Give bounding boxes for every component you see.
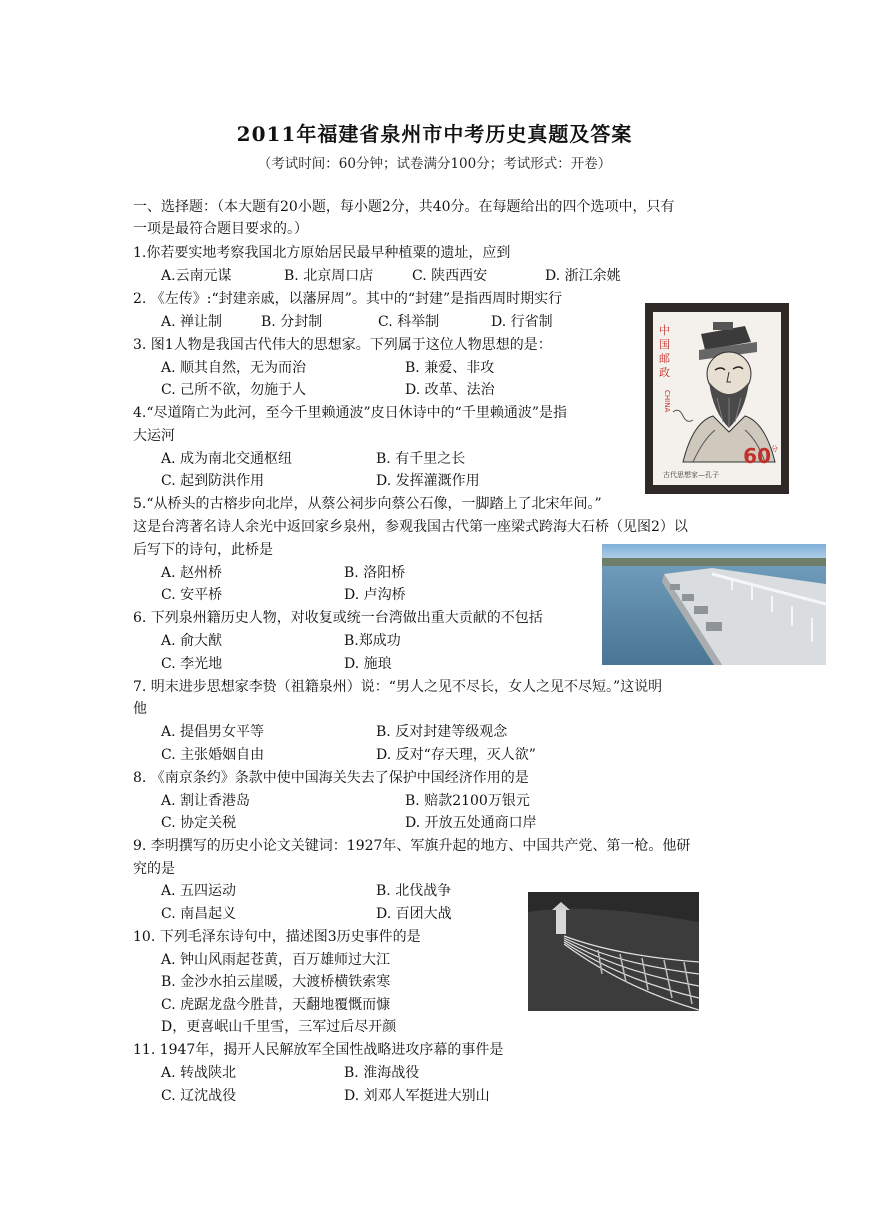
question-1-option-c: C. 陕西西安 xyxy=(412,268,488,284)
question-11-option-c: C. 辽沈战役 xyxy=(161,1088,237,1104)
question-7-option-c: C. 主张婚姻自由 xyxy=(161,747,265,763)
question-8-option-b: B. 赔款2100万银元 xyxy=(405,793,530,809)
section-heading: 一、选择题：（本大题有20小题，每小题2分，共40分。在每题给出的四个选项中，只有 xyxy=(133,199,675,215)
question-7-stem-cont: 他 xyxy=(133,701,147,717)
question-9-option-a: A. 五四运动 xyxy=(161,883,237,899)
figure-3-chain-bridge xyxy=(528,892,699,1011)
question-8-option-d: D. 开放五处通商口岸 xyxy=(405,815,537,831)
question-11-option-a: A. 转战陕北 xyxy=(161,1065,237,1081)
question-6-option-c: C. 李光地 xyxy=(161,656,223,672)
stamp-caption: 古代思想家—孔子 xyxy=(663,471,719,479)
bridge-photo xyxy=(602,544,826,665)
question-9-stem-cont: 究的是 xyxy=(133,861,175,877)
question-1-option-d: D. 浙江余姚 xyxy=(545,268,621,284)
question-1-option-a: A.云南元谋 xyxy=(161,268,232,284)
question-9-option-c: C. 南昌起义 xyxy=(161,906,237,922)
question-5-option-a: A. 赵州桥 xyxy=(161,565,223,581)
question-8-option-c: C. 协定关税 xyxy=(161,815,237,831)
question-2-option-a: A. 禅让制 xyxy=(161,314,223,330)
stamp-country-en: CHINA xyxy=(663,390,671,413)
question-5-stem-cont2: 后写下的诗句，此桥是 xyxy=(133,542,273,558)
question-5-option-c: C. 安平桥 xyxy=(161,587,223,603)
question-1-option-b: B. 北京周口店 xyxy=(284,268,374,284)
stamp-paper xyxy=(653,312,781,485)
question-10-option-d: D，更喜岷山千里雪，三军过后尽开颜 xyxy=(161,1019,397,1035)
question-11-option-b: B. 淮海战役 xyxy=(344,1065,420,1081)
question-1-stem: 1.你若要实地考察我国北方原始居民最早种植粟的遗址，应到 xyxy=(133,245,511,261)
figure-1-confucius-stamp xyxy=(645,303,789,494)
question-7-option-a: A. 提倡男女平等 xyxy=(161,724,265,740)
question-5-stem-cont: 这是台湾著名诗人余光中返回家乡泉州，参观我国古代第一座梁式跨海大石桥（见图2）以 xyxy=(133,519,688,535)
question-6-option-b: B.郑成功 xyxy=(344,633,401,649)
page-title: 2011年福建省泉州市中考历史真题及答案 xyxy=(236,122,633,146)
question-2-stem: 2. 《左传》:“封建亲戚，以藩屏周”。其中的“封建”是指西周时期实行 xyxy=(133,291,563,307)
question-7-option-d: D. 反对“存天理，灭人欲” xyxy=(376,747,536,763)
question-3-option-b: B. 兼爱、非攻 xyxy=(405,360,495,376)
question-10-option-b: B. 金沙水拍云崖暖，大渡桥横铁索寒 xyxy=(161,974,391,990)
question-2-option-b: B. 分封制 xyxy=(261,314,323,330)
question-10-option-c: C. 虎踞龙盘今胜昔，天翻地覆慨而慷 xyxy=(161,997,391,1013)
question-4-option-a: A. 成为南北交通枢纽 xyxy=(161,451,293,467)
question-6-option-d: D. 施琅 xyxy=(344,656,392,672)
section-heading-cont: 一项是最符合题目要求的。） xyxy=(133,221,308,237)
question-9-option-b: B. 北伐战争 xyxy=(376,883,452,899)
question-10-stem: 10. 下列毛泽东诗句中，描述图3历史事件的是 xyxy=(133,929,421,945)
question-5-option-d: D. 卢沟桥 xyxy=(344,587,406,603)
exam-info: （考试时间：60分钟；试卷满分100分；考试形式：开卷） xyxy=(257,156,612,172)
question-3-option-d: D. 改革、法治 xyxy=(405,382,495,398)
question-9-stem: 9. 李明撰写的历史小论文关键词：1927年、军旗升起的地方、中国共产党、第一枪。他研 xyxy=(133,838,691,854)
question-5-stem: 5.“从桥头的古榕步向北岸，从蔡公祠步向蔡公石像，一脚踏上了北宋年间。” xyxy=(133,496,602,512)
question-3-option-a: A. 顺其自然，无为而治 xyxy=(161,360,307,376)
chain-bridge-photo xyxy=(528,892,699,1011)
question-7-option-b: B. 反对封建等级观念 xyxy=(376,724,508,740)
stamp-value: 60 xyxy=(743,444,771,468)
question-8-option-a: A. 割让香港岛 xyxy=(161,793,251,809)
question-11-stem: 11. 1947年，揭开人民解放军全国性战略进攻序幕的事件是 xyxy=(133,1042,504,1058)
question-7-stem: 7. 明末进步思想家李贽（祖籍泉州）说：“男人之见不尽长，女人之见不尽短。”这说明 xyxy=(133,679,663,695)
question-9-option-d: D. 百团大战 xyxy=(376,906,452,922)
question-4-stem-cont: 大运河 xyxy=(133,428,175,444)
question-2-option-d: D. 行省制 xyxy=(491,314,553,330)
stamp-value-unit: 分 xyxy=(771,445,778,453)
question-4-option-b: B. 有千里之长 xyxy=(376,451,466,467)
question-4-option-d: D. 发挥灌溉作用 xyxy=(376,473,480,489)
question-3-stem: 3. 图1人物是我国古代伟大的思想家。下列属于这位人物思想的是： xyxy=(133,337,552,353)
question-6-option-a: A. 俞大猷 xyxy=(161,633,223,649)
question-5-option-b: B. 洛阳桥 xyxy=(344,565,406,581)
figure-2-stone-bridge xyxy=(602,544,826,665)
question-2-option-c: C. 科举制 xyxy=(378,314,440,330)
stamp-country: 中国邮政 xyxy=(659,324,670,379)
question-4-option-c: C. 起到防洪作用 xyxy=(161,473,265,489)
question-11-option-d: D. 刘邓人军挺进大别山 xyxy=(344,1088,490,1104)
question-6-stem: 6. 下列泉州籍历史人物，对收复或统一台湾做出重大贡献的不包括 xyxy=(133,610,543,626)
question-8-stem: 8. 《南京条约》条款中使中国海关失去了保护中国经济作用的是 xyxy=(133,770,529,786)
question-10-option-a: A. 钟山风雨起苍黄，百万雄师过大江 xyxy=(161,952,391,968)
question-4-stem: 4.“尽道隋亡为此河，至今千里赖通波”皮日休诗中的“千里赖通波”是指 xyxy=(133,405,567,421)
question-3-option-c: C. 己所不欲，勿施于人 xyxy=(161,382,307,398)
